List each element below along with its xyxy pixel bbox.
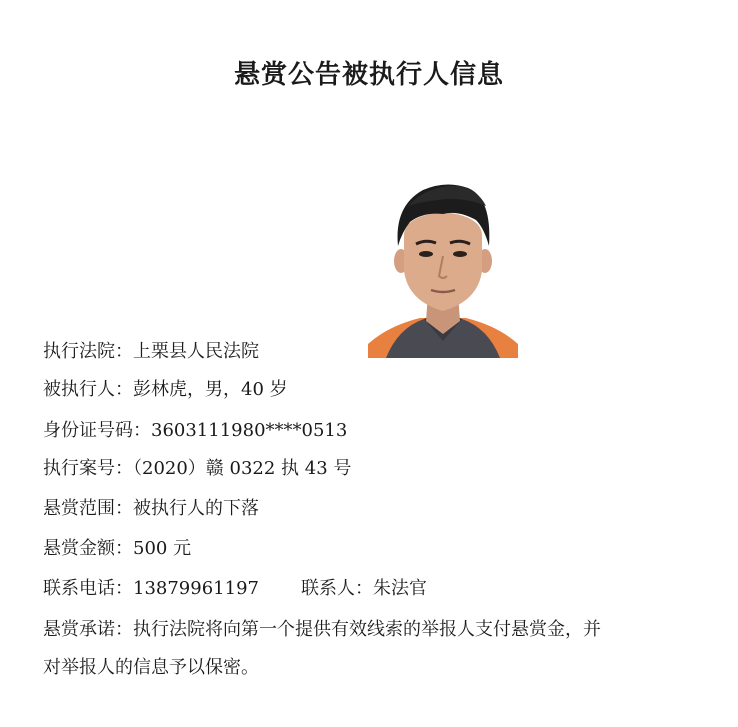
person-line xyxy=(43,377,288,403)
contact-value: 朱法官 xyxy=(372,578,427,599)
court-line xyxy=(43,339,259,365)
phone-value: 13879961197 xyxy=(133,578,259,599)
promise-line-2 xyxy=(43,655,259,681)
id-line xyxy=(43,418,347,444)
id-label: 身份证号码： xyxy=(43,420,151,441)
scope-label: 悬赏范围： xyxy=(43,498,133,519)
contact-label: 联系人： xyxy=(300,578,373,599)
court-value: 上栗县人民法院 xyxy=(133,341,259,362)
contact-line xyxy=(43,576,427,602)
person-value: 彭林虎，男，40 岁 xyxy=(133,379,288,400)
phone-label: 联系电话： xyxy=(43,578,133,599)
id-value: 3603111980****0513 xyxy=(151,420,348,441)
person-photo xyxy=(368,176,518,358)
page-title: 悬赏公告被执行人信息 xyxy=(233,60,504,90)
case-line xyxy=(43,456,351,482)
amount-label: 悬赏金额： xyxy=(43,538,133,559)
promise-value-line1: 执行法院将向第一个提供有效线索的举报人支付悬赏金，并 xyxy=(133,619,601,640)
person-label: 被执行人： xyxy=(43,379,133,400)
promise-line xyxy=(43,617,601,643)
scope-value: 被执行人的下落 xyxy=(133,498,259,519)
court-label: 执行法院： xyxy=(43,341,133,362)
case-value: （2020）赣 0322 执 43 号 xyxy=(133,458,352,479)
case-label: 执行案号： xyxy=(43,458,133,479)
amount-value: 500 元 xyxy=(133,538,192,559)
scope-line xyxy=(43,496,259,522)
promise-value-line2: 对举报人的信息予以保密。 xyxy=(43,657,259,678)
promise-label: 悬赏承诺： xyxy=(43,619,133,640)
amount-line xyxy=(43,536,191,562)
